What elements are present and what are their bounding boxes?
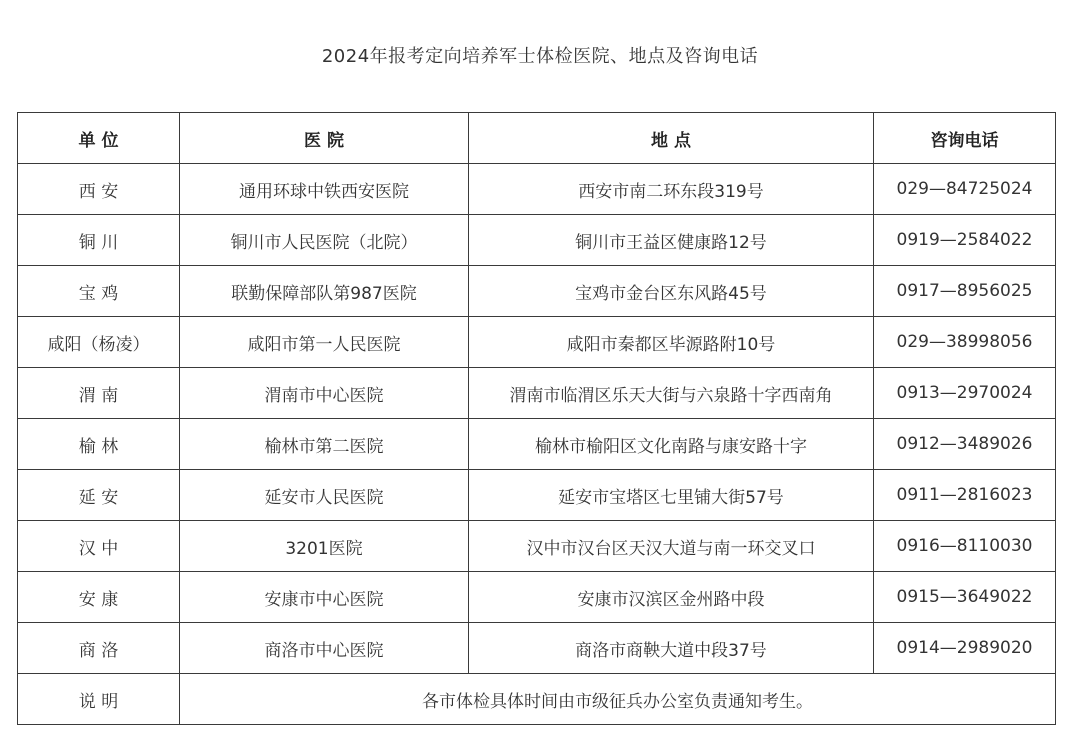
address-cell: 宝鸡市金台区东风路45号: [469, 266, 874, 317]
phone-cell: 029—84725024: [874, 164, 1056, 215]
phone-cell: 0911—2816023: [874, 470, 1056, 521]
unit-cell: 渭 南: [18, 368, 180, 419]
table-row: [18, 623, 1056, 674]
header-address: 地 点: [469, 113, 874, 164]
table-row: [18, 317, 1056, 368]
phone-cell: 0912—3489026: [874, 419, 1056, 470]
hospital-cell: 榆林市第二医院: [180, 419, 469, 470]
note-text: 各市体检具体时间由市级征兵办公室负责通知考生。: [180, 674, 1056, 725]
table-row: [18, 215, 1056, 266]
unit-cell: 延 安: [18, 470, 180, 521]
phone-cell: 0919—2584022: [874, 215, 1056, 266]
hospital-cell: 通用环球中铁西安医院: [180, 164, 469, 215]
hospital-cell: 渭南市中心医院: [180, 368, 469, 419]
hospital-cell: 3201医院: [180, 521, 469, 572]
address-cell: 铜川市王益区健康路12号: [469, 215, 874, 266]
hospital-cell: 商洛市中心医院: [180, 623, 469, 674]
hospital-info-table: [17, 112, 1056, 725]
hospital-cell: 安康市中心医院: [180, 572, 469, 623]
address-cell: 安康市汉滨区金州路中段: [469, 572, 874, 623]
unit-cell: 商 洛: [18, 623, 180, 674]
table-row: [18, 266, 1056, 317]
address-cell: 渭南市临渭区乐天大街与六泉路十字西南角: [469, 368, 874, 419]
unit-cell: 榆 林: [18, 419, 180, 470]
phone-cell: 0916—8110030: [874, 521, 1056, 572]
table-row: [18, 572, 1056, 623]
phone-cell: 029—38998056: [874, 317, 1056, 368]
document-title: 2024年报考定向培养军士体检医院、地点及咨询电话: [321, 46, 759, 67]
note-row: [18, 674, 1056, 725]
table-header-row: [18, 113, 1056, 164]
hospital-cell: 延安市人民医院: [180, 470, 469, 521]
note-label: 说 明: [18, 674, 180, 725]
address-cell: 汉中市汉台区天汉大道与南一环交叉口: [469, 521, 874, 572]
unit-cell: 安 康: [18, 572, 180, 623]
table-row: [18, 419, 1056, 470]
phone-cell: 0917—8956025: [874, 266, 1056, 317]
address-cell: 榆林市榆阳区文化南路与康安路十字: [469, 419, 874, 470]
table-row: [18, 470, 1056, 521]
header-unit: 单 位: [18, 113, 180, 164]
table-row: [18, 164, 1056, 215]
hospital-cell: 咸阳市第一人民医院: [180, 317, 469, 368]
hospital-cell: 铜川市人民医院（北院）: [180, 215, 469, 266]
unit-cell: 铜 川: [18, 215, 180, 266]
hospital-cell: 联勤保障部队第987医院: [180, 266, 469, 317]
table-row: [18, 368, 1056, 419]
header-hospital: 医 院: [180, 113, 469, 164]
unit-cell: 咸阳（杨凌）: [18, 317, 180, 368]
phone-cell: 0915—3649022: [874, 572, 1056, 623]
unit-cell: 汉 中: [18, 521, 180, 572]
header-phone: 咨询电话: [874, 113, 1056, 164]
unit-cell: 宝 鸡: [18, 266, 180, 317]
phone-cell: 0914—2989020: [874, 623, 1056, 674]
address-cell: 商洛市商鞅大道中段37号: [469, 623, 874, 674]
address-cell: 西安市南二环东段319号: [469, 164, 874, 215]
unit-cell: 西 安: [18, 164, 180, 215]
address-cell: 延安市宝塔区七里铺大街57号: [469, 470, 874, 521]
table-row: [18, 521, 1056, 572]
address-cell: 咸阳市秦都区毕源路附10号: [469, 317, 874, 368]
phone-cell: 0913—2970024: [874, 368, 1056, 419]
